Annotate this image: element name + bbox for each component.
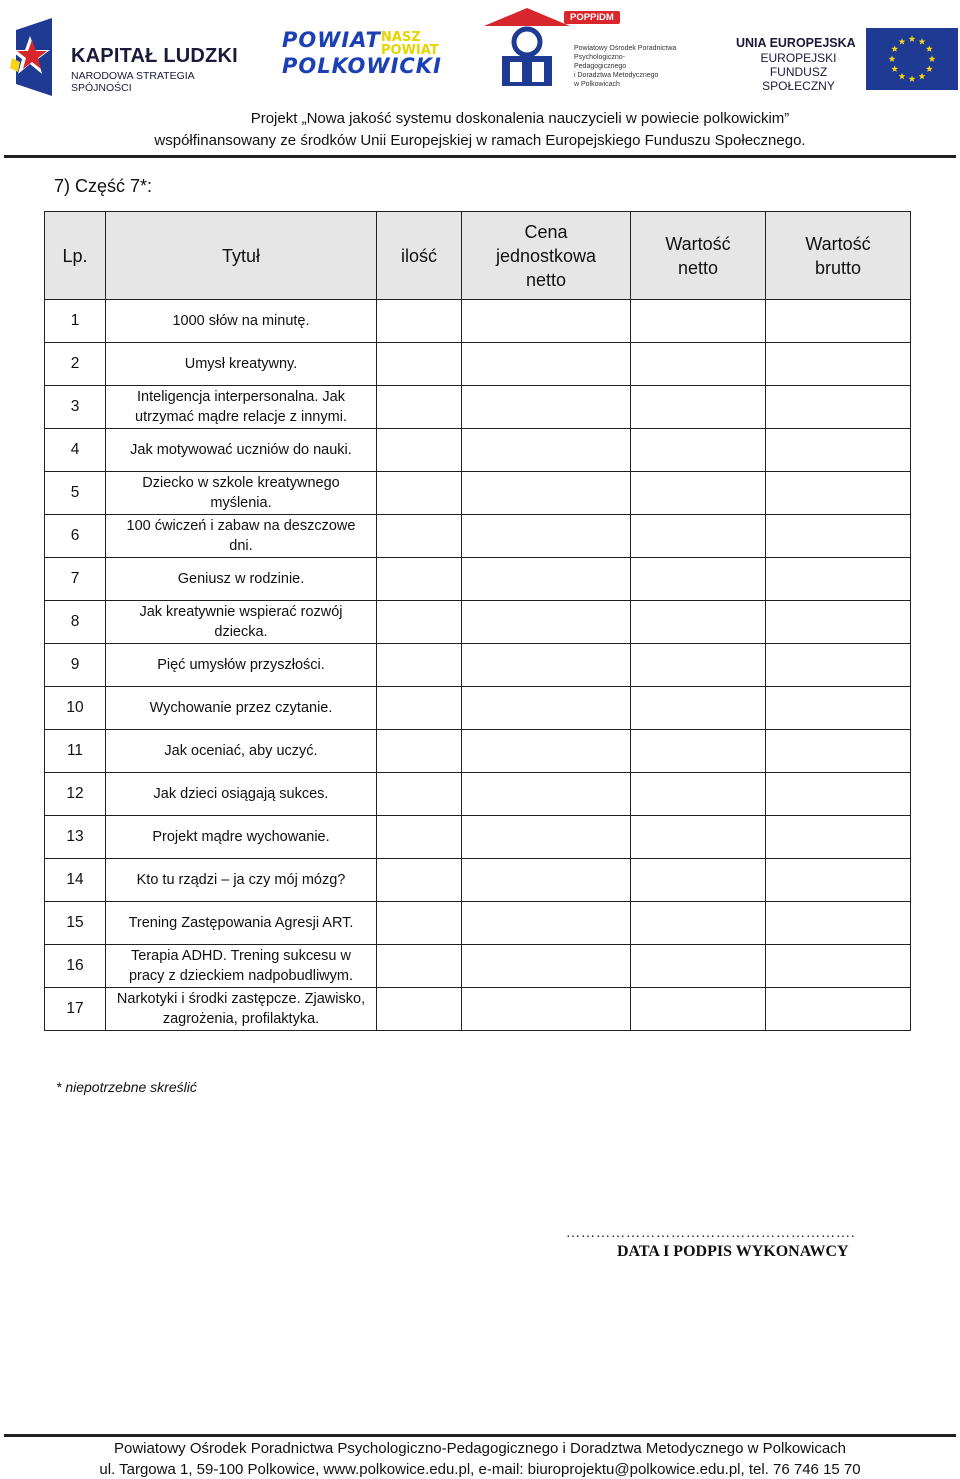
gross-value-cell[interactable]	[766, 945, 911, 988]
row-number: 4	[45, 429, 106, 472]
row-title: Umysł kreatywny.	[184, 356, 298, 372]
row-title: Dziecko w szkole kreatywnego myślenia.	[142, 475, 340, 511]
quantity-cell[interactable]	[377, 687, 462, 730]
footer-divider	[4, 1434, 956, 1437]
row-title: Jak dzieci osiągają sukces.	[153, 786, 329, 802]
header-quantity: ilość	[377, 212, 462, 300]
kapital-ludzki-star-icon	[8, 18, 64, 98]
gross-value-cell[interactable]	[766, 343, 911, 386]
row-number: 10	[45, 687, 106, 730]
row-title: Geniusz w rodzinie.	[177, 571, 305, 587]
quantity-cell[interactable]	[377, 558, 462, 601]
unit-price-cell[interactable]	[462, 730, 631, 773]
kapital-ludzki-logo	[8, 18, 253, 98]
row-title-cell	[106, 515, 377, 558]
eu-star	[929, 55, 936, 62]
quantity-cell[interactable]	[377, 816, 462, 859]
powiat-polkowicki-logo	[280, 28, 440, 84]
eu-star	[899, 38, 906, 45]
poppidm-line: Psychologiczno-Pedagogicznego	[574, 54, 627, 70]
eu-star	[891, 45, 898, 52]
net-value-cell[interactable]	[631, 343, 766, 386]
table-row	[45, 300, 911, 343]
gross-value-cell[interactable]	[766, 730, 911, 773]
table-row	[45, 730, 911, 773]
row-number: 16	[45, 945, 106, 988]
quantity-cell[interactable]	[377, 902, 462, 945]
eu-line: FUNDUSZ SPOŁECZNY	[762, 65, 835, 93]
gross-value-cell[interactable]	[766, 902, 911, 945]
poppidm-line: i Doradztwa Metodycznego	[574, 72, 659, 79]
row-number: 17	[45, 988, 106, 1031]
net-value-cell[interactable]	[631, 386, 766, 429]
row-number: 9	[45, 644, 106, 687]
table-row	[45, 515, 911, 558]
row-title-cell	[106, 687, 377, 730]
gross-value-cell[interactable]	[766, 386, 911, 429]
quantity-cell[interactable]	[377, 515, 462, 558]
eu-star	[899, 73, 906, 80]
row-title-cell	[106, 386, 377, 429]
eu-flag-icon	[866, 28, 958, 90]
signature-line: ………………………………………………….	[566, 1226, 856, 1241]
project-title: Projekt „Nowa jakość systemu doskonalenia nauczycieli w powiecie polkowickim”	[250, 110, 790, 127]
net-value-cell[interactable]	[631, 859, 766, 902]
net-value-cell[interactable]	[631, 515, 766, 558]
table-row	[45, 773, 911, 816]
table-row	[45, 386, 911, 429]
section-title: 7) Część 7*:	[54, 176, 153, 196]
eu-star	[891, 65, 898, 72]
net-value-cell[interactable]	[631, 644, 766, 687]
unit-price-cell[interactable]	[462, 988, 631, 1031]
poppidm-logo	[482, 6, 677, 92]
header-lp: Lp.	[45, 212, 106, 300]
quantity-cell[interactable]	[377, 601, 462, 644]
eu-star	[889, 55, 896, 62]
gross-value-cell[interactable]	[766, 515, 911, 558]
row-number: 12	[45, 773, 106, 816]
table-row	[45, 859, 911, 902]
quantity-cell[interactable]	[377, 343, 462, 386]
quantity-cell[interactable]	[377, 859, 462, 902]
row-number: 8	[45, 601, 106, 644]
table-row	[45, 945, 911, 988]
table-row	[45, 687, 911, 730]
table-row	[45, 601, 911, 644]
header-divider	[4, 155, 956, 158]
net-value-cell[interactable]	[631, 730, 766, 773]
unit-price-cell[interactable]	[462, 343, 631, 386]
net-value-cell[interactable]	[631, 773, 766, 816]
row-title-cell	[106, 816, 377, 859]
quantity-cell[interactable]	[377, 429, 462, 472]
gross-value-cell[interactable]	[766, 773, 911, 816]
header-net-value	[631, 212, 766, 300]
table-row	[45, 429, 911, 472]
poppidm-text	[574, 44, 677, 89]
poppidm-building-icon	[482, 6, 572, 92]
row-number: 14	[45, 859, 106, 902]
price-table	[44, 211, 911, 1031]
net-value-cell[interactable]	[631, 687, 766, 730]
eu-star	[919, 38, 926, 45]
powiat-line1: POWIAT	[282, 28, 381, 52]
eu-star	[919, 73, 926, 80]
row-number: 7	[45, 558, 106, 601]
unit-price-cell[interactable]	[462, 773, 631, 816]
gross-value-cell[interactable]	[766, 644, 911, 687]
row-title-cell	[106, 988, 377, 1031]
powiat-nasz: NASZ	[381, 30, 421, 45]
row-number: 11	[45, 730, 106, 773]
gross-value-cell[interactable]	[766, 687, 911, 730]
poppidm-line: Powiatowy Ośrodek Poradnictwa	[574, 45, 677, 52]
powiat-nasz-line2: POWIAT	[381, 43, 439, 58]
unit-price-cell[interactable]	[462, 816, 631, 859]
table-row	[45, 558, 911, 601]
row-number: 6	[45, 515, 106, 558]
powiat-line2: POLKOWICKI	[282, 54, 442, 78]
gross-value-cell[interactable]	[766, 429, 911, 472]
gross-value-cell[interactable]	[766, 988, 911, 1031]
eu-logo	[726, 26, 958, 92]
footer-institution: Powiatowy Ośrodek Poradnictwa Psychologiczno-Pedagogicznego i Doradztwa Metodycznego w Polkowicach	[113, 1440, 847, 1457]
table-row	[45, 816, 911, 859]
row-title: Jak kreatywnie wspierać rozwój dziecka.	[139, 604, 343, 640]
footer-contact: ul. Targowa 1, 59-100 Polkowice, www.polkowice.edu.pl, e-mail: biuroprojektu@polkowice.edu.pl, tel. 76 746 15 70	[99, 1461, 861, 1478]
eu-star	[909, 75, 916, 82]
quantity-cell[interactable]	[377, 472, 462, 515]
row-title-cell	[106, 300, 377, 343]
net-value-cell[interactable]	[631, 902, 766, 945]
row-number: 3	[45, 386, 106, 429]
header-unit-price-text: Cena jednostkowa netto	[495, 221, 597, 290]
poppidm-line: w Polkowicach	[574, 81, 620, 88]
quantity-cell[interactable]	[377, 644, 462, 687]
row-title: Pięć umysłów przyszłości.	[157, 657, 325, 673]
unit-price-cell[interactable]	[462, 859, 631, 902]
net-value-cell[interactable]	[631, 945, 766, 988]
unit-price-cell[interactable]	[462, 472, 631, 515]
row-title: Jak motywować uczniów do nauki.	[130, 442, 352, 458]
poppidm-badge: POPPiDM	[564, 11, 620, 24]
unit-price-cell[interactable]	[462, 300, 631, 343]
net-value-cell[interactable]	[631, 429, 766, 472]
row-title-cell	[106, 343, 377, 386]
quantity-cell[interactable]	[377, 945, 462, 988]
gross-value-cell[interactable]	[766, 300, 911, 343]
row-title: Trening Zastępowania Agresji ART.	[128, 915, 354, 931]
row-title-cell	[106, 730, 377, 773]
row-number: 1	[45, 300, 106, 343]
unit-price-cell[interactable]	[462, 429, 631, 472]
net-value-cell[interactable]	[631, 988, 766, 1031]
net-value-cell[interactable]	[631, 472, 766, 515]
row-title: Kto tu rządzi – ja czy mój mózg?	[136, 872, 346, 888]
quantity-cell[interactable]	[377, 730, 462, 773]
row-number: 5	[45, 472, 106, 515]
unit-price-cell[interactable]	[462, 687, 631, 730]
row-title-cell	[106, 558, 377, 601]
unit-price-cell[interactable]	[462, 558, 631, 601]
row-title-cell	[106, 644, 377, 687]
signature-label: DATA I PODPIS WYKONAWCY	[617, 1243, 849, 1260]
header-net-value-text: Wartość netto	[665, 233, 731, 278]
gross-value-cell[interactable]	[766, 601, 911, 644]
header-unit-price	[462, 212, 631, 300]
quantity-cell[interactable]	[377, 988, 462, 1031]
eu-subtitle	[736, 51, 861, 93]
table-row	[45, 644, 911, 687]
gross-value-cell[interactable]	[766, 472, 911, 515]
row-title: 100 ćwiczeń i zabaw na deszczowe dni.	[126, 518, 356, 554]
row-title: Terapia ADHD. Trening sukcesu w pracy z dzieckiem nadpobudliwym.	[128, 948, 354, 984]
net-value-cell[interactable]	[631, 300, 766, 343]
header-gross-value	[766, 212, 911, 300]
row-title-cell	[106, 472, 377, 515]
quantity-cell[interactable]	[377, 386, 462, 429]
row-title-cell	[106, 945, 377, 988]
eu-star	[926, 65, 933, 72]
row-title-cell	[106, 601, 377, 644]
row-title: Wychowanie przez czytanie.	[149, 700, 333, 716]
quantity-cell[interactable]	[377, 300, 462, 343]
project-cofinancing: współfinansowany ze środków Unii Europejskiej w ramach Europejskiego Funduszu Społecznego.	[154, 132, 806, 149]
unit-price-cell[interactable]	[462, 945, 631, 988]
net-value-cell[interactable]	[631, 558, 766, 601]
quantity-cell[interactable]	[377, 773, 462, 816]
table-row	[45, 988, 911, 1031]
header-title: Tytuł	[106, 212, 377, 300]
row-title: Projekt mądre wychowanie.	[152, 829, 330, 845]
table-header-row	[45, 212, 911, 300]
row-title: 1000 słów na minutę.	[172, 313, 310, 329]
net-value-cell[interactable]	[631, 816, 766, 859]
unit-price-cell[interactable]	[462, 601, 631, 644]
eu-star	[909, 35, 916, 42]
row-number: 13	[45, 816, 106, 859]
row-number: 2	[45, 343, 106, 386]
table-row	[45, 472, 911, 515]
kapital-ludzki-subtitle: NARODOWA STRATEGIA SPÓJNOŚCI	[71, 70, 195, 94]
row-title-cell	[106, 902, 377, 945]
header-gross-value-text: Wartość brutto	[805, 233, 871, 278]
row-title-cell	[106, 429, 377, 472]
unit-price-cell[interactable]	[462, 515, 631, 558]
eu-line: EUROPEJSKI	[760, 51, 837, 65]
unit-price-cell[interactable]	[462, 386, 631, 429]
row-title-cell	[106, 859, 377, 902]
gross-value-cell[interactable]	[766, 859, 911, 902]
eu-star	[926, 45, 933, 52]
eu-title: UNIA EUROPEJSKA	[736, 36, 856, 50]
row-title: Jak oceniać, aby uczyć.	[164, 743, 318, 759]
unit-price-cell[interactable]	[462, 902, 631, 945]
footnote: * niepotrzebne skreślić	[56, 1079, 197, 1095]
table-row	[45, 343, 911, 386]
gross-value-cell[interactable]	[766, 816, 911, 859]
row-title-cell	[106, 773, 377, 816]
row-number: 15	[45, 902, 106, 945]
unit-price-cell[interactable]	[462, 644, 631, 687]
row-title: Narkotyki i środki zastępcze. Zjawisko, zagrożenia, profilaktyka.	[116, 991, 366, 1027]
net-value-cell[interactable]	[631, 601, 766, 644]
row-title: Inteligencja interpersonalna. Jak utrzymać mądre relacje z innymi.	[135, 389, 347, 425]
kapital-ludzki-title: KAPITAŁ LUDZKI	[71, 45, 238, 67]
table-row	[45, 902, 911, 945]
gross-value-cell[interactable]	[766, 558, 911, 601]
